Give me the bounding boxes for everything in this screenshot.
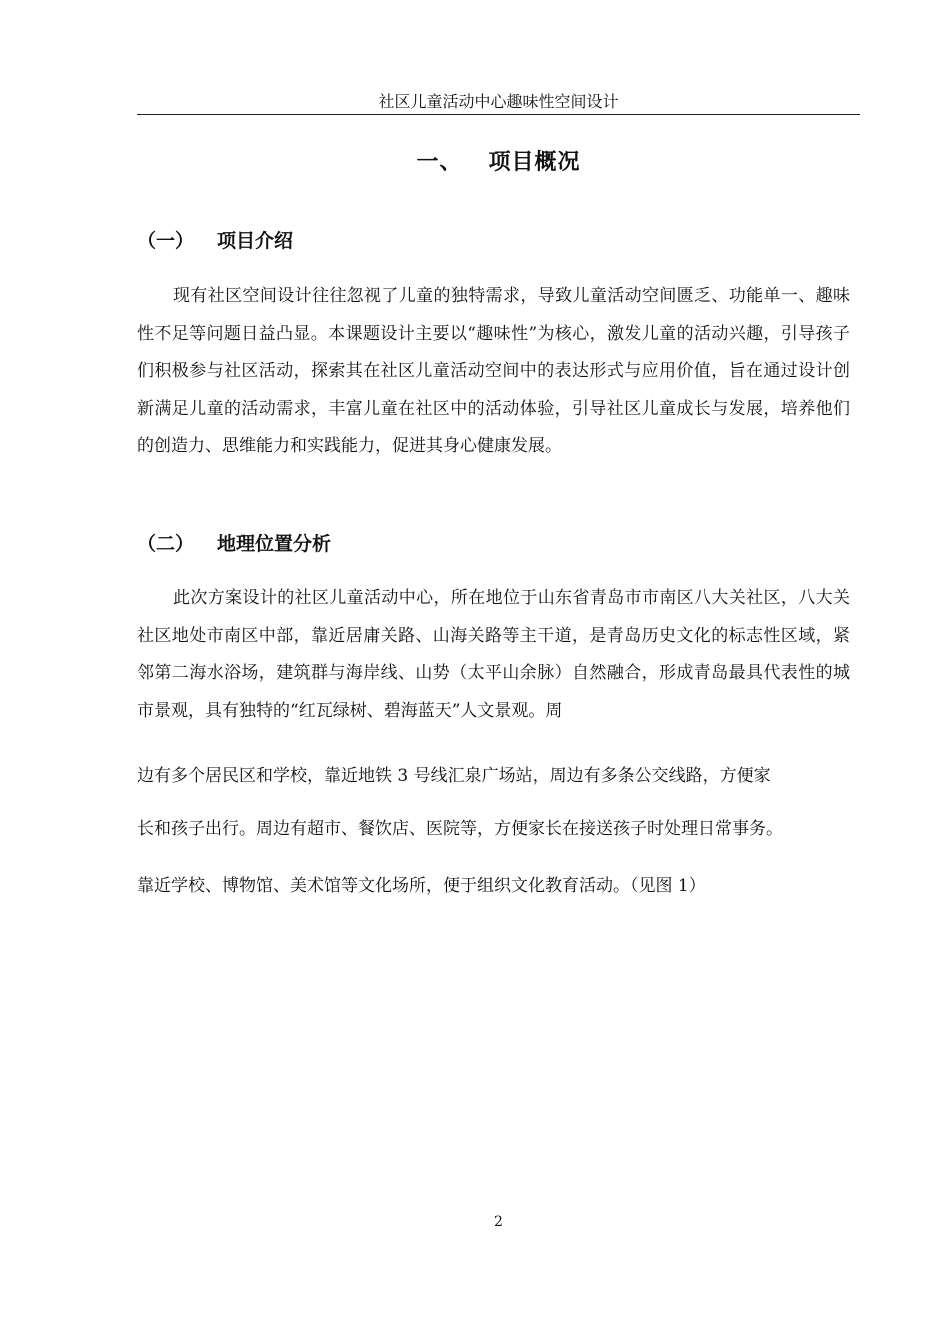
chapter-heading (137, 148, 860, 178)
location-paragraph-line: 长和孩子出行。周边有超市、餐饮店、医院等，方便家长在接送孩子时处理日常事务。 (137, 819, 783, 839)
intro-paragraph: 现有社区空间设计往往忽视了儿童的独特需求，导致儿童活动空间匮乏、功能单一、趣味性不足等问题日益凸显。本课题设计主要以“趣味性”为核心，激发儿童的活动兴趣，引导孩子们积极参与社区活动，探索其在社区儿童活动空间中的表达形式与应用价值，旨在通过设计创新满足儿童的活动需求，丰富儿童在社区中的活动体验，引导社区儿童成长与发展，培养他们的创造力、思维能力和实践能力，促进其身心健康发展。 (137, 286, 850, 456)
running-header (137, 92, 860, 115)
section-title: 地理位置分析 (217, 533, 332, 555)
section-number: （一） (137, 230, 195, 252)
location-paragraph: 此次方案设计的社区儿童活动中心，所在地位于山东省青岛市市南区八大关社区，八大关社区地处市南区中部，靠近居庸关路、山海关路等主干道，是青岛历史文化的标志性区域，紧邻第二海水浴场，建筑群与海岸线、山势（太平山余脉）自然融合，形成青岛最具代表性的城市景观，具有独特的“红瓦绿树、碧海蓝天”人文景观。周 (137, 588, 850, 721)
page-number: 2 (494, 1214, 503, 1230)
section-heading-intro (137, 228, 293, 254)
chapter-number: 一、 (416, 150, 463, 175)
running-header-title: 社区儿童活动中心趣味性空间设计 (378, 92, 619, 111)
section-heading-location (137, 531, 331, 557)
section-number: （二） (137, 533, 195, 555)
location-paragraph-line: 靠近学校、博物馆、美术馆等文化场所，便于组织文化教育活动。（见图 1） (137, 876, 706, 896)
location-paragraph-line: 边有多个居民区和学校，靠近地铁 3 号线汇泉广场站，周边有多条公交线路，方便家 (137, 766, 771, 786)
chapter-title: 项目概况 (488, 150, 581, 175)
section-title: 项目介绍 (217, 230, 294, 252)
